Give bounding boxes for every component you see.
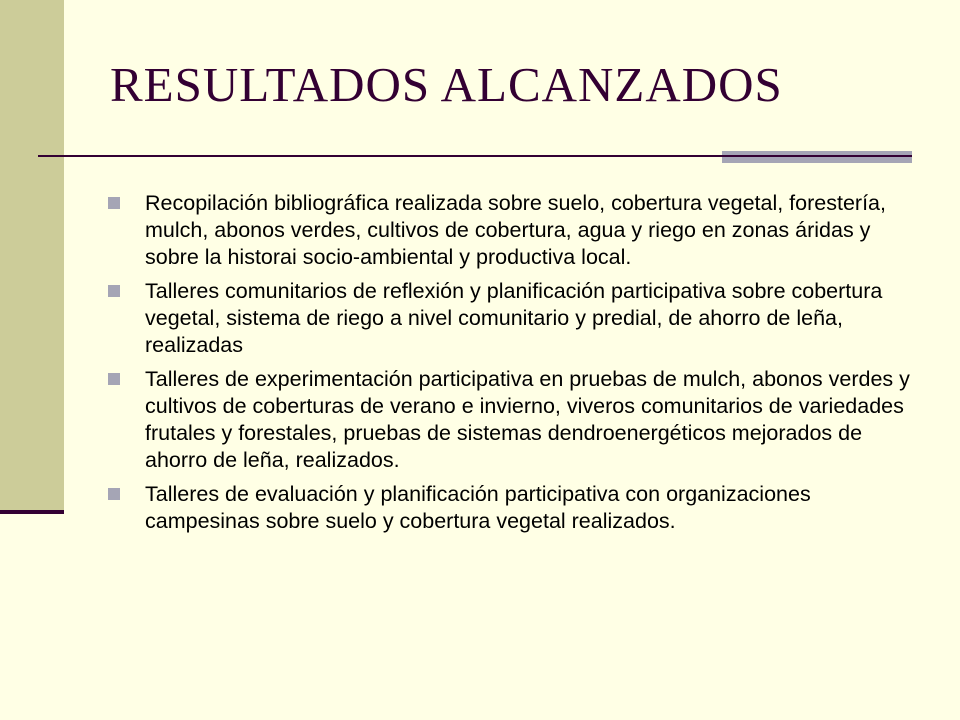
title-rule-accent — [722, 151, 912, 163]
side-accent-line — [0, 510, 64, 514]
title-rule-overlay — [722, 155, 912, 157]
bullet-text: Talleres de evaluación y planificación participativa con organizaciones campesinas sobre suelo y cobertura vegetal realizados. — [145, 482, 811, 533]
square-bullet-icon — [108, 285, 120, 297]
bullet-item — [108, 278, 918, 359]
slide-title: RESULTADOS ALCANZADOS — [110, 57, 783, 112]
side-bar — [0, 0, 64, 512]
square-bullet-icon — [108, 373, 120, 385]
bullet-text: Recopilación bibliográfica realizada sobre suelo, cobertura vegetal, forestería, mulch, abonos verdes, cultivos de cobertura, agua y riego en zonas áridas y sobre la historai socio-ambiental y productiva local. — [145, 191, 886, 269]
bullet-text: Talleres comunitarios de reflexión y planificación participativa sobre cobertura vegetal, sistema de riego a nivel comunitario y predial, de ahorro de leña, realizadas — [145, 279, 883, 357]
bullet-list — [108, 190, 918, 542]
square-bullet-icon — [108, 488, 120, 500]
bullet-item — [108, 190, 918, 271]
bullet-item — [108, 366, 918, 474]
bullet-text: Talleres de experimentación participativa en pruebas de mulch, abonos verdes y cultivos de coberturas de verano e invierno, viveros comunitarios de variedades frutales y forestales, pruebas de sistemas dendroenergéticos mejorados de ahorro de leña, realizados. — [145, 367, 910, 472]
bullet-item — [108, 481, 918, 535]
square-bullet-icon — [108, 197, 120, 209]
